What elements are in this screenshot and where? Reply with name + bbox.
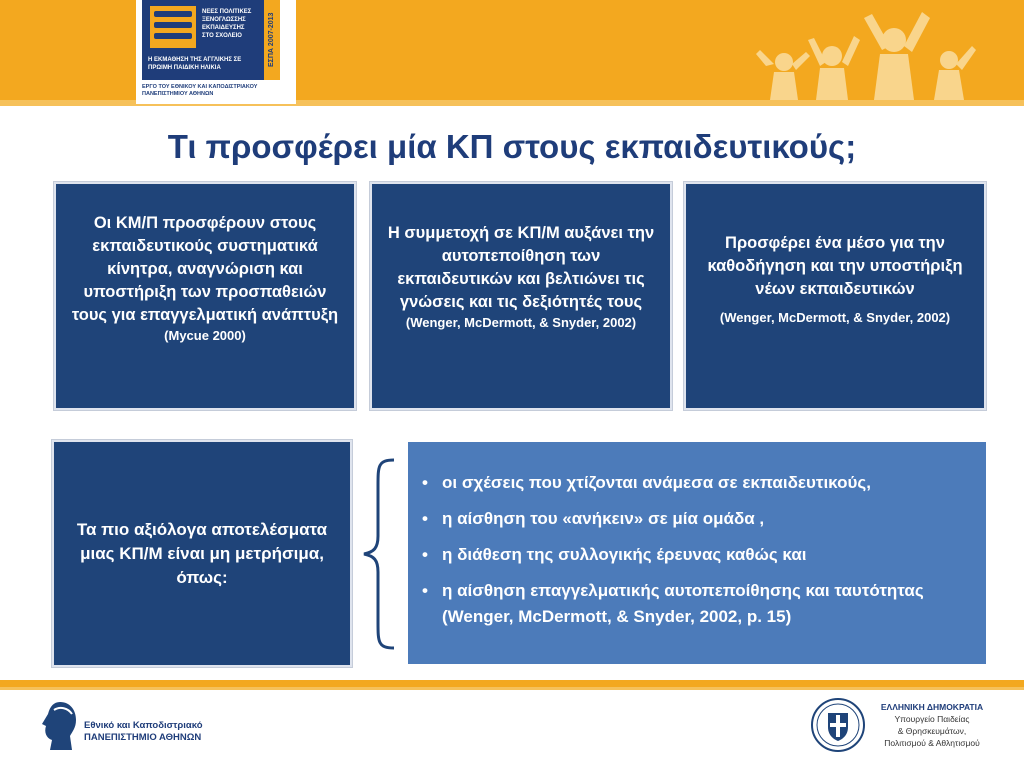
- university-name: [84, 720, 203, 744]
- list-item-text: οι σχέσεις που χτίζονται ανάμεσα σε εκπαιδευτικούς,: [442, 473, 871, 492]
- ministry-name-line: & Θρησκευμάτων,: [897, 726, 967, 736]
- info-box-confidence: [370, 182, 672, 410]
- outcomes-list-box: [408, 442, 986, 664]
- project-logo: [136, 0, 296, 104]
- info-box-text: Προσφέρει ένα μέσο για την καθοδήγηση και την υποστήριξη νέων εκπαιδευτικών: [707, 234, 963, 298]
- info-box-citation: (Wenger, McDermott, & Snyder, 2002): [405, 315, 637, 330]
- curly-brace-icon: [360, 456, 400, 652]
- ministry-name-line: Πολιτισμού & Αθλητισμού: [884, 738, 980, 748]
- footer-band: [0, 680, 1024, 687]
- info-box-text: Η συμμετοχή σε ΚΠ/Μ αυξάνει την αυτοπεποίθηση των εκπαιδευτικών και βελτιώνει τις γνώσεις και τις δεξιότητές τους: [387, 224, 655, 311]
- outcomes-list: [420, 470, 970, 630]
- list-item: [420, 506, 970, 532]
- info-box-text: Τα πιο αξιόλογα αποτελέσματα μιας ΚΠ/Μ είναι μη μετρήσιμα, όπως:: [76, 519, 328, 587]
- logo-title-line: ΣΤΟ ΣΧΟΛΕΙΟ: [202, 33, 242, 39]
- info-box-motivation: [54, 182, 356, 410]
- ministry-name-line: ΕΛΛΗΝΙΚΗ ΔΗΜΟΚΡΑΤΙΑ: [880, 702, 984, 712]
- university-name-line: Εθνικό και Καποδιστριακό: [84, 720, 203, 731]
- info-box-mentoring: [684, 182, 986, 410]
- logo-caption: [142, 84, 292, 98]
- list-item-text: η αίσθηση του «ανήκειν» σε μία ομάδα ,: [442, 509, 765, 528]
- logo-caption-line: ΠΑΝΕΠΙΣΤΗΜΙΟΥ ΑΘΗΝΩΝ: [142, 91, 214, 97]
- logo-subtitle: [148, 56, 270, 72]
- logo-title: [202, 8, 264, 40]
- jumping-children-silhouette-icon: [744, 0, 984, 100]
- info-box-outcomes: [52, 440, 352, 667]
- greek-coat-of-arms-icon: [810, 697, 866, 753]
- info-box-citation: (Wenger, McDermott, & Snyder, 2002): [719, 310, 951, 325]
- bullet-icon: •: [422, 473, 428, 492]
- logo-subtitle-line: Η ΕΚΜΑΘΗΣΗ ΤΗΣ ΑΓΓΛΙΚΗΣ ΣΕ: [148, 57, 242, 63]
- logo-subtitle-line: ΠΡΩΙΜΗ ΠΑΙΔΙΚΗ ΗΛΙΚΙΑ: [148, 65, 221, 71]
- info-box-text: Οι ΚΜ/Π προσφέρουν στους εκπαιδευτικούς συστηματικά κίνητρα, αναγνώριση και υποστήριξη των προσπαθειών τους για επαγγελματική ανάπτυξη: [71, 214, 339, 324]
- list-item: [420, 470, 970, 496]
- university-name-line: ΠΑΝΕΠΙΣΤΗΜΙΟ ΑΘΗΝΩΝ: [84, 732, 202, 743]
- list-item-text: η διάθεση της συλλογικής έρευνας καθώς και: [442, 545, 807, 564]
- ministry-name: [872, 701, 992, 749]
- espa-label: ΕΣΠΑ 2007-2013: [264, 0, 280, 80]
- list-item: [420, 542, 970, 568]
- info-box-citation: (Mycue 2000): [164, 328, 246, 343]
- logo-title-line: ΕΚΠΑΙΔΕΥΣΗΣ: [202, 25, 245, 31]
- logo-title-line: ΝΕΕΣ ΠΟΛΙΤΙΚΕΣ: [202, 9, 252, 15]
- bullet-icon: •: [422, 509, 428, 528]
- athena-head-icon: [40, 700, 80, 752]
- bullet-icon: •: [422, 545, 428, 564]
- bullet-icon: •: [422, 581, 428, 600]
- book-emblem-icon: [150, 6, 196, 48]
- ministry-name-line: Υπουργείο Παιδείας: [894, 714, 970, 724]
- list-item-text: η αίσθηση επαγγελματικής αυτοπεποίθησης και ταυτότητας (Wenger, McDermott, & Snyder, 2002, p. 15): [442, 581, 924, 626]
- logo-caption-line: ΕΡΓΟ ΤΟΥ ΕΘΝΙΚΟΥ ΚΑΙ ΚΑΠΟΔΙΣΤΡΙΑΚΟΥ: [142, 84, 258, 90]
- page-title: Τι προσφέρει μία ΚΠ στους εκπαιδευτικούς;: [167, 128, 857, 165]
- logo-title-line: ΞΕΝΟΓΛΩΣΣΗΣ: [202, 17, 246, 23]
- logo-panel: [142, 0, 280, 80]
- list-item: [420, 578, 970, 630]
- footer-stripe: [0, 687, 1024, 690]
